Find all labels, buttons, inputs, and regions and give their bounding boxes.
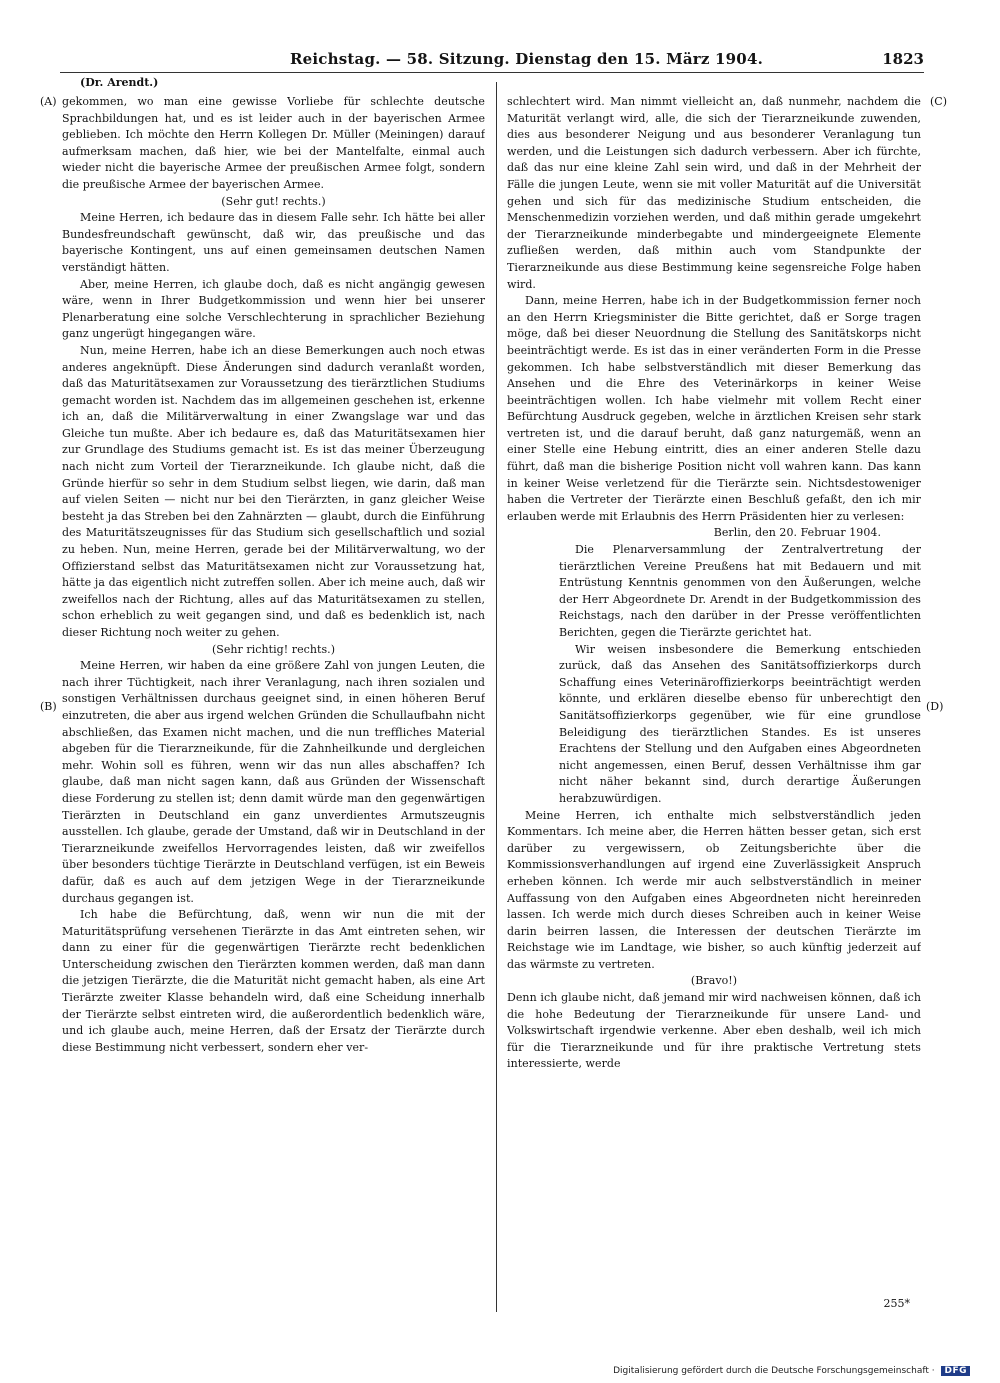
left-column: [62, 94, 485, 1319]
letter-paragraph: Wir weisen insbesondere die Bemerkung entschieden zurück, daß das Ansehen des Sanitätsoffizierkorps durch Schaffung eines Veterinäroffizierkorps beeinträchtigt werden könnte, und erklären dieselbe ebenso für unberechtigt den Sanitätsoffizierkorps gegenüber, wie für eine grundlose Beleidigung des tierärztlichen Standes. Es ist unseres Erachtens der Stellung und den Aufgaben eines Abgeordneten nicht angemessen, einen Beruf, dessen Verhältnisse ihm gar nicht näher bekannt sind, durch derartige Äußerungen herabzuwürdigen.: [559, 642, 921, 805]
margin-marker-b: (B): [40, 700, 57, 713]
margin-marker-d: (D): [926, 700, 944, 713]
quoted-letter: [559, 525, 921, 807]
paragraph: Nun, meine Herren, habe ich an diese Bemerkungen auch noch etwas anderes angeknüpft. Diese Änderungen sind dadurch veranlaßt worden, daß das Maturitätsexamen zur Voraussetzung des tierärztlichen Studiums gemacht worden ist. Nachdem das im allgemeinen geschehen ist, erkenne ich an, daß die Militärverwaltung in einer Zwangslage war und das Gleiche tun mußte. Aber ich bedaure es, daß das Maturitätsexamen hier zur Grundlage des Studiums gemacht ist. Es ist das meiner Überzeugung nach nicht zum Vorteil der Tierarzneikunde. Ich glaube nicht, daß die Gründe hierfür so sehr in dem Studium selbst liegen, wie darin, daß man auf vielen Seiten — nicht nur bei den Tierärzten, in ganz gleicher Weise besteht ja das Streben bei den Zahnärzten — glaubt, durch die Einführung des Maturitätszeugnisses für das Studium sich gesellschaftlich und sozial zu heben. Nun, meine Herren, gerade bei der Militärverwaltung, wo der Offizierstand selbst das Maturitätsexamen nicht zur Voraussetzung hat, hätte ja das eigentlich nicht zutreffen sollen. Aber ich meine auch, daß wir zweifellos nach der Richtung, alles auf das Maturitätsexamen zu stellen, schon erheblich zu weit gegangen sind, und daß es bedenklich ist, nach dieser Richtung noch weiter zu gehen.: [62, 343, 485, 639]
right-column: [507, 94, 921, 1319]
letter-paragraph: Die Plenarversammlung der Zentralvertretung der tierärztlichen Vereine Preußens hat mit Bedauern und mit Entrüstung Kenntnis genommen von den Äußerungen, welche der Herr Abgeordnete Dr. Arendt in der Budgetkommission des Reichstags, nach den darüber in der Presse veröffentlichten Berichten, gegen die Tierärzte gerichtet hat.: [559, 543, 921, 639]
paragraph: Meine Herren, ich bedaure das in diesem Falle sehr. Ich hätte bei aller Bundesfreundschaft gewünscht, daß wir, das preußische und das bayerische Kontingent, uns auf einen gemeinsamen deutschen Namen verständigt hätten.: [62, 211, 485, 274]
paragraph: Ich habe die Befürchtung, daß, wenn wir nun die mit der Maturitätsprüfung versehenen Tierärzte in das Amt eintreten sehen, wir dann zu einer für die gegenwärtigen Tierärzte recht bedenklichen Unterscheidung zwischen den Tierärzten kommen werden, daß man dann die jetzigen Tierärzte, die die Maturität nicht gemacht haben, als eine Art Tierärzte zweiter Klasse behandeln wird, daß eine Scheidung innerhalb der Tierärzte selbst eintreten wird, die außerordentlich bedenklich wäre, und ich glaube auch, meine Herren, daß der Ersatz der Tierärzte durch diese Bestimmung nicht verbessert, sondern eher ver-: [62, 908, 485, 1054]
paragraph: Denn ich glaube nicht, daß jemand mir wird nachweisen können, daß ich die hohe Bedeutung der Tierarzneikunde für unsere Land- und Volkswirtschaft irgendwie verkenne. Aber eben deshalb, weil ich mich für die Tierarzneikunde und für ihre praktische Vertretung stets interessierte, werde: [507, 991, 921, 1071]
column-divider: [496, 82, 497, 1312]
paragraph: Meine Herren, wir haben da eine größere Zahl von jungen Leuten, die nach ihrer Tüchtigkeit, nach ihrer Veranlagung, nach ihren sozialen und sonstigen Verhältnissen durchaus geeignet sind, in einen höheren Beruf einzutreten, die aber aus irgend welchen Gründen die Schullaufbahn nicht abschließen, das Examen nicht machen, und die nun treffliches Material abgeben für die Tierarzneikunde, für die Zahnheilkunde und dergleichen mehr. Wohin soll es führen, wenn wir das nun alles abschaffen? Ich glaube, daß man nicht sagen kann, daß aus Gründen der Wissenschaft diese Forderung zu stellen ist; denn damit würde man den gegenwärtigen Tierärzten in Deutschland ein ganz unverdientes Armutszeugnis ausstellen. Ich glaube, gerade der Umstand, daß wir in Deutschland in der Tierarzneikunde zweifellos Hervorragendes leisten, daß wir zweifellos über besonders tüchtige Tierärzte in Deutschland verfügen, ist ein Beweis dafür, daß es auch auf dem jetzigen Wege in der Tierarzneikunde durchaus gegangen ist.: [62, 659, 485, 905]
footer-text: Digitalisierung gefördert durch die Deutsche Forschungsgemeinschaft ·: [613, 1366, 935, 1376]
paragraph: gekommen, wo man eine gewisse Vorliebe für schlechte deutsche Sprachbildungen hat, und es ist leider auch in der bayerischen Armee geblieben. Ich möchte den Herrn Kollegen Dr. Müller (Meiningen) darauf aufmerksam machen, daß hier, wie bei der Mantelfalte, einmal auch wieder nicht die bayerische Armee der preußischen Armee folgt, sondern die preußische Armee der bayerischen Armee.: [62, 95, 485, 191]
paragraph: schlechtert wird. Man nimmt vielleicht an, daß nunmehr, nachdem die Maturität verlangt wird, alle, die sich der Tierarzneikunde zuwenden, dies aus besonderer Neigung und aus besonderer Veranlagung tun werden, und die Leistungen sich dadurch verbessern. Aber ich fürchte, daß das nur eine kleine Zahl sein wird, und daß in der Mehrheit der Fälle die jungen Leute, wenn sie mit voller Maturität auf die Universität gehen und sich für das medizinische Studium entscheiden, die Menschenmedizin vorziehen werden, und daß mithin gerade umgekehrt der Tierarzneikunde minderbegabte und mindergeeignete Elemente zufließen werden, daß mithin auch vom Standpunkte der Tierarzneikunde aus diese Bestimmung keine segensreiche Folge haben wird.: [507, 95, 921, 291]
letter-date: Berlin, den 20. Februar 1904.: [713, 526, 881, 540]
paragraph: Dann, meine Herren, habe ich in der Budgetkommission ferner noch an den Herrn Kriegsminister die Bitte gerichtet, daß er Sorge tragen möge, daß bei dieser Neuordnung die Stellung des Sanitätskorps nicht beeinträchtigt werde. Es ist das in einer veränderten Form in die Presse gekommen. Ich habe selbstverständlich mit dieser Bemerkung das Ansehen und die Ehre des Veterinärkorps in keiner Weise beeinträchtigen wollen. Ich habe vielmehr mit vollem Recht einer Befürchtung Ausdruck gegeben, welche in ärztlichen Kreisen sehr stark vertreten ist, und die darauf beruht, daß ganz naturgemäß, wenn an einer Stelle eine Hebung eintritt, dies an einer anderen Stelle dazu führt, daß man die bisherige Position nicht voll wahren kann. Das kann in keiner Weise verletzend für die Tierärzte sein. Nichtsdestoweniger haben die Vertreter der Tierärzte einen Beschluß gefaßt, den ich mir erlauben werde mit Erlaubnis des Herrn Präsidenten hier zu verlesen:: [507, 294, 921, 523]
margin-marker-c: (C): [930, 95, 947, 108]
interjection: (Sehr gut! rechts.): [221, 194, 326, 208]
page-header: [60, 50, 924, 72]
dfg-logo: DFG: [941, 1366, 970, 1376]
page-number: 1823: [882, 50, 924, 68]
sheet-number: 255*: [883, 1297, 910, 1310]
margin-marker-a: (A): [40, 95, 57, 108]
paragraph: Aber, meine Herren, ich glaube doch, daß es nicht angängig gewesen wäre, wenn in Ihrer Budgetkommission und wenn hier bei unserer Plenarberatung eine solche Verschlechterung in sprachlicher Beziehung ganz ungerügt hingegangen wäre.: [62, 277, 485, 341]
interjection: (Sehr richtig! rechts.): [211, 642, 336, 656]
header-rule: [60, 72, 924, 73]
header-title: Reichstag. — 58. Sitzung. Dienstag den 15. März 1904.: [290, 50, 764, 68]
paragraph: Meine Herren, ich enthalte mich selbstverständlich jeden Kommentars. Ich meine aber, die Herren hätten besser getan, sich erst darüber zu vergewissern, ob Zeitungsberichte über die Kommissionsverhandlungen auf irgend eine Zuverlässigkeit Anspruch erheben können. Ich werde mir auch selbstverständlich in meiner Auffassung von den Aufgaben eines Abgeordneten nicht hereinreden lassen. Ich werde mich durch dieses Schreiben auch in keiner Weise darin beirren lassen, die Interessen der deutschen Tierärzte im Reichstage wie im Landtage, wie bisher, so auch künftig jederzeit auf das wärmste zu vertreten.: [507, 808, 921, 971]
digitization-footer: [613, 1366, 970, 1376]
interjection: (Bravo!): [690, 974, 738, 988]
speaker-name: (Dr. Arendt.): [80, 76, 159, 89]
